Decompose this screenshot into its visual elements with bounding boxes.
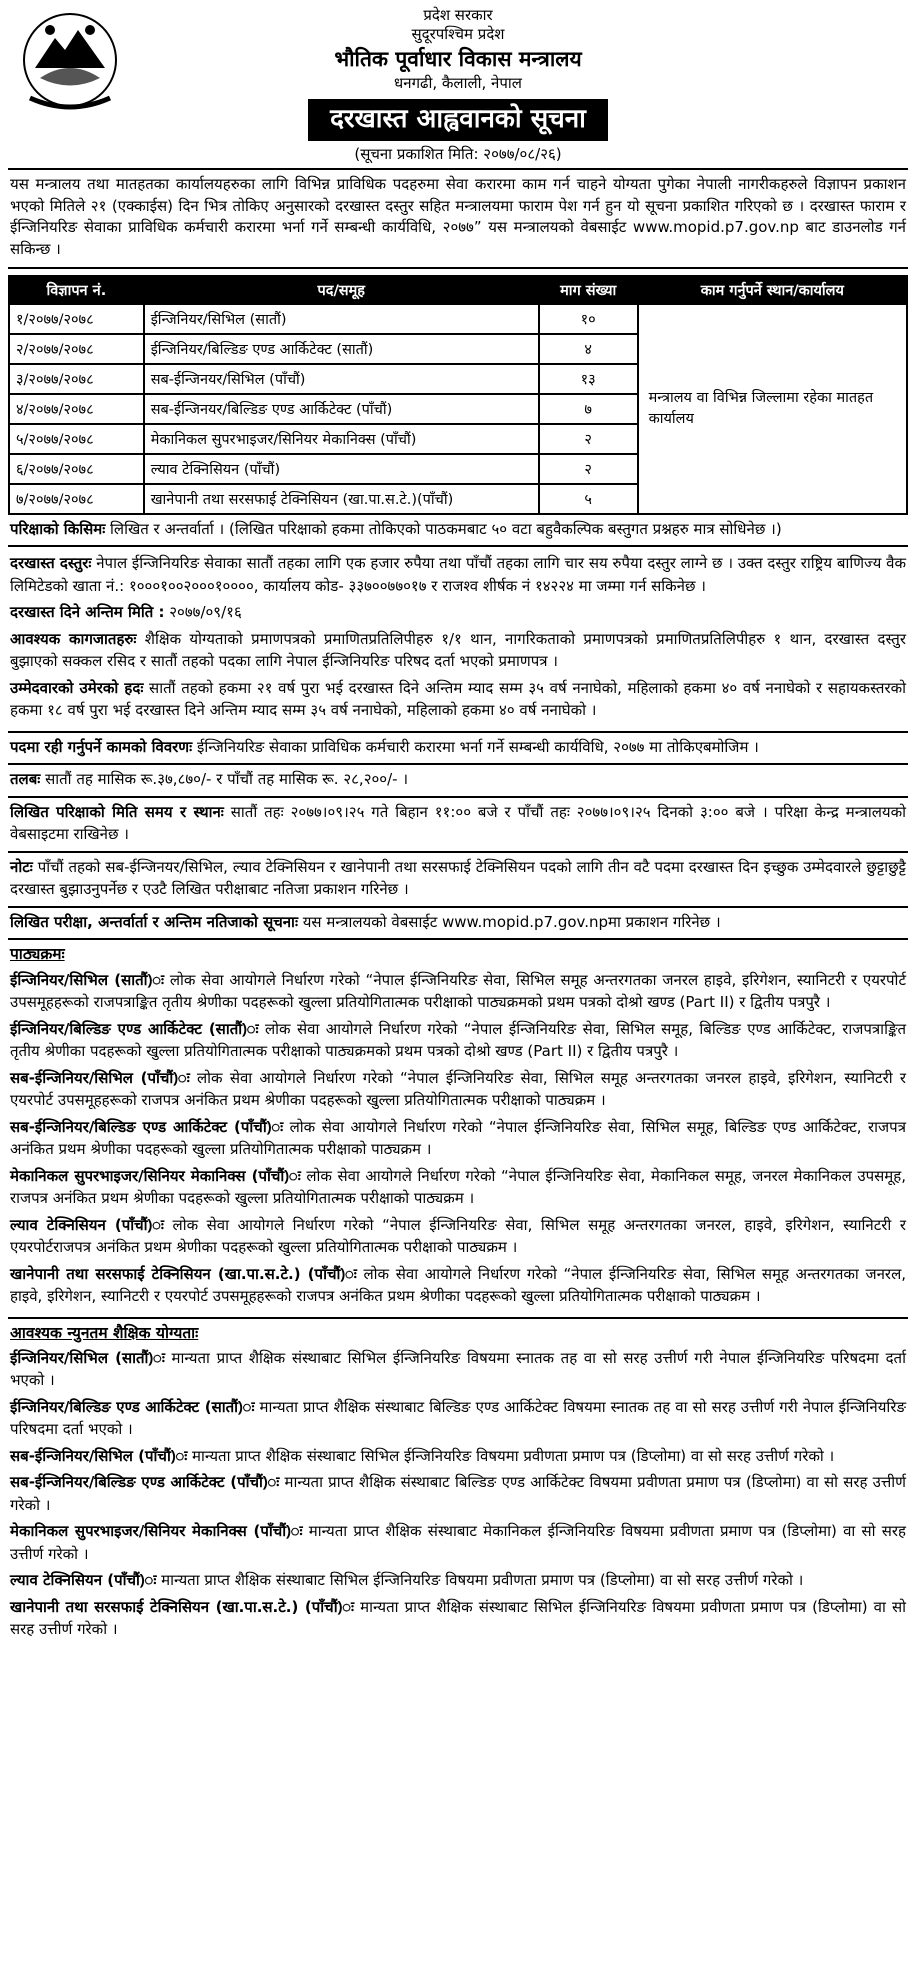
published-date: (सूचना प्रकाशित मिति: २०७७/०८/२६): [354, 145, 562, 163]
list-item: [10, 1396, 906, 1441]
table-row: [9, 304, 907, 334]
deadline-label: दरखास्त दिने अन्तिम मिति :: [10, 603, 165, 622]
age-text: सातौं तहको हकमा २१ वर्ष पुरा भई दरखास्त दिने अन्तिम म्याद सम्म ३५ वर्ष ननाघेको, महिलाको हकमा ४० वर्ष ननाघेको र सहायकस्तरको हकमा १८ वर्ष पुरा भई दरखास्त दिने अन्तिम म्याद सम्म ३५ वर्ष ननाघेको, महिलाको हकमा ४० वर्ष ननाघेको ।: [10, 678, 906, 720]
govt-line: प्रदेश सरकार: [423, 6, 493, 24]
fee-section: [8, 547, 908, 733]
post-qty: ५: [539, 484, 638, 514]
qualification-item-text: मान्यता प्राप्त शैक्षिक संस्थाबाट सिभिल ईन्जिनियरिङ विषयमा प्रवीणता प्रमाण पत्र (डिप्लोमा) वा सो सरह उत्तीर्ण गरेको ।: [156, 1571, 804, 1590]
notice-title: दरखास्त आह्ववानको सूचना: [308, 99, 608, 142]
qualification-item-text: मान्यता प्राप्त शैक्षिक संस्थाबाट बिल्डिङ एण्ड आर्किटेक्ट विषयमा प्रवीणता प्रमाण पत्र (डिप्लोमा) वा सो सरह उत्तीर्ण गरेको ।: [10, 1473, 906, 1514]
fee-text: नेपाल ईन्जिनियरिङ सेवाका सातौं तहका लागि एक हजार रुपैया तथा पाँचौं तहका लागि चार सय रुपैया दस्तुर लाग्ने छ । उक्त दस्तुर राष्ट्रिय बाणिज्य वैक लिमिटेडको खाता नं.: १०००१००२०००१००००, कार्यालय कोड- ३३७००७७०१७ र राजश्व शीर्षक नं १४२२४ मा जम्मा गर्न सकिनेछ ।: [10, 554, 906, 595]
docs-label: आवश्यक कागजातहरुः: [10, 629, 137, 648]
col-adv-no: विज्ञापन नं.: [9, 276, 144, 304]
list-item: [10, 1263, 906, 1308]
post-name: सब-ईन्जिनयर/बिल्डिङ एण्ड आर्किटेक्ट (पाँचौं): [144, 394, 539, 424]
job-desc-text: ईन्जिनियरिङ सेवाका प्राविधिक कर्मचारी करारमा भर्ना गर्ने सम्बन्धी कार्यविधि, २०७७ मा तोकिएबमोजिम ।: [192, 737, 759, 756]
list-item: [10, 1116, 906, 1161]
qualification-item-text: मान्यता प्राप्त शैक्षिक संस्थाबाट सिभिल ईन्जिनियरिङ विषयमा स्नातक तह वा सो सरह उत्तीर्ण गरी नेपाल ईन्जिनियरिङ परिषदमा दर्ता भएको ।: [10, 1348, 906, 1390]
adv-no: १/२०७७/२०७८: [9, 304, 144, 334]
post-qty: ४: [539, 334, 638, 364]
salary-label: तलबः: [10, 770, 41, 789]
syllabus-item-label: मेकानिकल सुपरभाइजर/सिनियर मेकानिक्स (पाँचौं)ः: [10, 1166, 301, 1185]
post-qty: १३: [539, 364, 638, 394]
adv-no: २/२०७७/२०७८: [9, 334, 144, 364]
job-desc-section: [8, 733, 908, 766]
syllabus-section: [8, 940, 908, 1318]
note-text: पाँचौं तहको सब-ईन्जिनयर/सिभिल, ल्याव टेक्निसियन र खानेपानी तथा सरसफाई टेक्निसियन पदको लागि तीन वटै पदमा दरखास्त दिन इच्छुक उम्मेदवारले छुट्टाछुट्टै दरखास्त बुझाउनुपर्नेछ र एउटै लिखित परीक्षाबाट नतिजा प्रकाशन गरिनेछ ।: [10, 857, 906, 899]
qualification-item-label: खानेपानी तथा सरसफाई टेक्निसियन (खा.पा.स.टे.) (पाँचौं)ः: [10, 1597, 355, 1616]
post-qty: ७: [539, 394, 638, 424]
adv-no: ३/२०७७/२०७८: [9, 364, 144, 394]
adv-no: ५/२०७७/२०७८: [9, 424, 144, 454]
syllabus-heading: पाठ्यक्रमः: [10, 945, 65, 964]
syllabus-item-label: सब-ईन्जिनियर/सिभिल (पाँचौं)ः: [10, 1068, 190, 1087]
list-item: [10, 1214, 906, 1259]
qualification-item-label: सब-ईन्जिनियर/बिल्डिङ एण्ड आर्किटेक्ट (पाँचौं)ः: [10, 1473, 280, 1492]
adv-no: ४/२०७७/२०७८: [9, 394, 144, 424]
syllabus-item-text: लोक सेवा आयोगले निर्धारण गरेको “नेपाल ईन्जिनियरिङ सेवा, सिभिल समूह, बिल्डिङ एण्ड आर्किटेक्ट, राजपत्राङ्कित तृतीय श्रेणीका पदहरूको खुल्ला प्रतियोगितात्मक परीक्षाको पाठ्यक्रमको प्रथम पत्रको दोश्रो खण्ड (Part II) र द्वितीय पत्रपुरै ।: [10, 1019, 907, 1060]
exam-date-section: [8, 798, 908, 853]
qualification-item-label: ईन्जिनियर/बिल्डिङ एण्ड आर्किटेक्ट (सातौं)ः: [10, 1397, 255, 1416]
qualification-item-label: ल्याव टेक्निसियन (पाँचौं)ः: [10, 1571, 157, 1590]
note-label: नोटः: [10, 857, 33, 876]
list-item: [10, 1569, 906, 1592]
post-name: सब-ईन्जिनयर/सिभिल (पाँचौं): [144, 364, 539, 394]
adv-no: ७/२०७७/२०७८: [9, 484, 144, 514]
qualification-section: [8, 1319, 908, 1650]
exam-type-section: [8, 515, 908, 548]
header: [8, 6, 908, 164]
list-item: [10, 969, 906, 1014]
exam-type-label: परिक्षाको किसिमः: [10, 519, 106, 538]
syllabus-item-label: खानेपानी तथा सरसफाई टेक्निसियन (खा.पा.स.टे.) (पाँचौं)ः: [10, 1264, 357, 1283]
list-item: [10, 1445, 906, 1468]
results-label: लिखित परीक्षा, अन्तर्वार्ता र अन्तिम नतिजाको सूचनाः: [10, 912, 298, 931]
syllabus-item-label: सब-ईन्जिनियर/बिल्डिङ एण्ड आर्किटेक्ट (पाँचौं)ः: [10, 1117, 284, 1136]
qualification-item-label: सब-ईन्जिनियर/सिभिल (पाँचौं)ः: [10, 1446, 188, 1465]
syllabus-item-text: लोक सेवा आयोगले निर्धारण गरेको “नेपाल ईन्जिनियरिङ सेवा, सिभिल समूह, बिल्डिङ एण्ड आर्किटेक्ट, राजपत्र अनंकित प्रथम श्रेणीका पदहरूको खुल्ला प्रतियोगितात्मक परीक्षाको पाठ्यक्रम ।: [10, 1117, 906, 1158]
table-header-row: [9, 276, 907, 304]
syllabus-item-text: लोक सेवा आयोगले निर्धारण गरेको “नेपाल ईन्जिनियरिङ सेवा, सिभिल समूह अन्तरगतका जनरल हाइवे, इरिगेशन, स्यानिटरी र एयरपोर्ट उपसमूहहरूको राजपत्र अनंकित प्रथम श्रेणीका पदहरूको खुल्ला प्रतियोगितात्मक परीक्षाको पाठ्यक्रम ।: [10, 1068, 907, 1109]
fee-label: दरखास्त दस्तुरः: [10, 554, 92, 573]
post-name: खानेपानी तथा सरसफाई टेक्निसियन (खा.पा.स.टे.)(पाँचौं): [144, 484, 539, 514]
post-qty: १०: [539, 304, 638, 334]
syllabus-item-text: लोक सेवा आयोगले निर्धारण गरेको “नेपाल ईन्जिनियरिङ सेवा, सिभिल समूह अन्तरगतका जनरल हाइवे, इरिगेशन, स्यानिटरी र एयरपोर्ट उपसमूहहरूको राजपत्राङ्कित तृतीय श्रेणीका पदहरूको खुल्ला प्रतियोगितात्मक परीक्षाको पाठ्यक्रमको प्रथम पत्रको दोश्रो खण्ड (Part II) र द्वितीय पत्रपुरै ।: [10, 970, 906, 1011]
col-post: पद/समूह: [144, 276, 539, 304]
intro-paragraph: यस मन्त्रालय तथा मातहतका कार्यालयहरुका लागि विभिन्न प्राविधिक पदहरुमा सेवा करारमा काम गर्न चाहने योग्यता पुगेका नेपाली नागरीकहरुले विज्ञापन प्रकाशन भएको मितिले २१ (एक्काईस) दिन भित्र तोकिए अनुसारको दरखास्त दस्तुर सहित मन्त्रालयमा फाराम पेश गर्न हुन यो सूचना प्रकाशित गरिएको छ । दरखास्त फाराम र ईन्जिनियरिङ सेवाका प्राविधिक कर्मचारी करारमा भर्ना गर्ने सम्बन्धी कार्यविधि, २०७७” यस मन्त्रालयको वेबसाईट www.mopid.p7.gov.np बाट डाउनलोड गर्न सकिन्छ ।: [8, 168, 908, 269]
list-item: [10, 1347, 906, 1392]
results-section: [8, 908, 908, 941]
post-name: ईन्जिनियर/सिभिल (सातौं): [144, 304, 539, 334]
list-item: [10, 1596, 906, 1641]
nepal-emblem-icon: [10, 8, 130, 113]
syllabus-item-text: लोक सेवा आयोगले निर्धारण गरेको “नेपाल ईन्जिनियरिङ सेवा, मेकानिकल समूह, जनरल मेकानिकल उपसमूह, राजपत्र अनंकित प्रथम श्रेणीका पदहरूको खुल्ला प्रतियोगितात्मक परीक्षाको पाठ्यक्रम ।: [10, 1166, 906, 1207]
results-text: यस मन्त्रालयको वेबसाईट www.mopid.p7.gov.npमा प्रकाशन गरिनेछ ।: [297, 912, 721, 931]
col-location: काम गर्नुपर्ने स्थान/कार्यालय: [638, 276, 907, 304]
adv-no: ६/२०७७/२०७८: [9, 454, 144, 484]
docs-text: शैक्षिक योग्यताको प्रमाणपत्रको प्रमाणितप्रतिलिपीहरु १/१ थान, नागरिकताको प्रमाणपत्रको प्रमाणितप्रतिलिपीहरु १ थान, दरखास्त दस्तुर बुझाएको सक्कल रसिद र सातौं तहको पदका लागि नेपाल ईन्जिनियरिङ परिषद दर्ता भएको प्रमाणपत्र ।: [10, 629, 906, 671]
post-name: मेकानिकल सुपरभाइजर/सिनियर मेकानिक्स (पाँचौं): [144, 424, 539, 454]
age-label: उम्मेदवारको उमेरको हदः: [10, 678, 144, 697]
qualification-item-text: मान्यता प्राप्त शैक्षिक संस्थाबाट सिभिल ईन्जिनियरिङ विषयमा प्रवीणता प्रमाण पत्र (डिप्लोमा) वा सो सरह उत्तीर्ण गरेको ।: [10, 1597, 906, 1639]
qualification-item-text: मान्यता प्राप्त शैक्षिक संस्थाबाट मेकानिकल ईन्जिनियरिङ विषयमा प्रवीणता प्रमाण पत्र (डिप्लोमा) वा सो सरह उत्तीर्ण गरेको ।: [10, 1522, 906, 1563]
col-qty: माग संख्या: [539, 276, 638, 304]
exam-type-text: लिखित र अन्तर्वार्ता । (लिखित परिक्षाको हकमा तोकिएको पाठकमबाट ५० वटा बहुवैकल्पिक बस्तुगत प्रश्नहरु मात्र सोधिनेछ ।): [105, 519, 782, 538]
qualification-item-label: ईन्जिनियर/सिभिल (सातौं)ः: [10, 1348, 165, 1367]
post-qty: २: [539, 454, 638, 484]
salary-section: [8, 765, 908, 798]
post-qty: २: [539, 424, 638, 454]
vacancy-table: [8, 275, 908, 515]
ministry-name: भौतिक पूर्वाधार विकास मन्त्रालय: [334, 46, 582, 71]
salary-text: सातौं तह मासिक रू.३७,८७०/- र पाँचौं तह मासिक रू. २८,२००/- ।: [40, 770, 409, 789]
exam-date-label: लिखित परिक्षाको मिति समय र स्थानः: [10, 802, 224, 821]
syllabus-item-label: ईन्जिनियर/सिभिल (सातौं)ः: [10, 970, 165, 989]
qualification-item-text: मान्यता प्राप्त शैक्षिक संस्थाबाट बिल्डिङ एण्ड आर्किटेक्ट विषयमा स्नातक तह वा सो सरह उत्तीर्ण गरी नेपाल ईन्जिनियरिङ परिषदमा दर्ता भएको ।: [10, 1397, 907, 1439]
list-item: [10, 1018, 906, 1063]
deadline-text: २०७७/०९/१६: [164, 603, 242, 622]
syllabus-item-text: लोक सेवा आयोगले निर्धारण गरेको “नेपाल ईन्जिनियरिङ सेवा, सिभिल समूह अन्तरगतका जनरल, हाइवे, इरिगेशन, स्यानिटरी र एयरपोर्ट उपसमूहहरूको राजपत्र अनंकित प्रथम श्रेणीका पदहरूको खुल्ला प्रतियोगितात्मक परीक्षाको पाठ्यक्रम ।: [10, 1264, 907, 1305]
list-item: [10, 1067, 906, 1112]
qualification-item-label: मेकानिकल सुपरभाइजर/सिनियर मेकानिक्स (पाँचौं)ः: [10, 1522, 303, 1541]
exam-date-text: सातौं तहः २०७७।०९।२५ गते बिहान ११:०० बजे र पाँचौं तहः २०७७।०९।२५ दिनको ३:०० बजे । परिक्षा केन्द्र मन्त्रालयको वेबसाइटमा राखिनेछ ।: [10, 802, 907, 844]
work-location: मन्त्रालय वा विभिन्न जिल्लामा रहेका मातहत कार्यालय: [638, 304, 907, 514]
qualification-item-text: मान्यता प्राप्त शैक्षिक संस्थाबाट सिभिल ईन्जिनियरिङ विषयमा प्रवीणता प्रमाण पत्र (डिप्लोमा) वा सो सरह उत्तीर्ण गरेको ।: [187, 1446, 835, 1465]
list-item: [10, 1520, 906, 1565]
qualification-heading: आवश्यक न्युनतम शैक्षिक योग्यताः: [10, 1323, 199, 1342]
syllabus-item-label: ल्याव टेक्निसियन (पाँचौं)ः: [10, 1215, 164, 1234]
ministry-address: धनगढी, कैलाली, नेपाल: [394, 73, 522, 92]
post-name: ल्याव टेक्निसियन (पाँचौं): [144, 454, 539, 484]
note-section: [8, 853, 908, 908]
province-line: सुदूरपश्चिम प्रदेश: [411, 24, 505, 43]
list-item: [10, 1471, 906, 1516]
post-name: ईन्जिनियर/बिल्डिङ एण्ड आर्किटेक्ट (सातौं): [144, 334, 539, 364]
syllabus-item-text: लोक सेवा आयोगले निर्धारण गरेको “नेपाल ईन्जिनियरिङ सेवा, सिभिल समूह अन्तरगतका जनरल, हाइवे, इरिगेशन, स्यानिटरी र एयरपोर्टराजपत्र अनंकित प्रथम श्रेणीका पदहरूको खुल्ला प्रतियोगितात्मक परीक्षाको पाठ्यक्रम ।: [10, 1215, 906, 1256]
job-desc-label: पदमा रही गर्नुपर्ने कामको विवरणः: [10, 737, 193, 756]
syllabus-item-label: ईन्जिनियर/बिल्डिङ एण्ड आर्किटेक्ट (सातौं)ः: [10, 1019, 259, 1038]
list-item: [10, 1165, 906, 1210]
